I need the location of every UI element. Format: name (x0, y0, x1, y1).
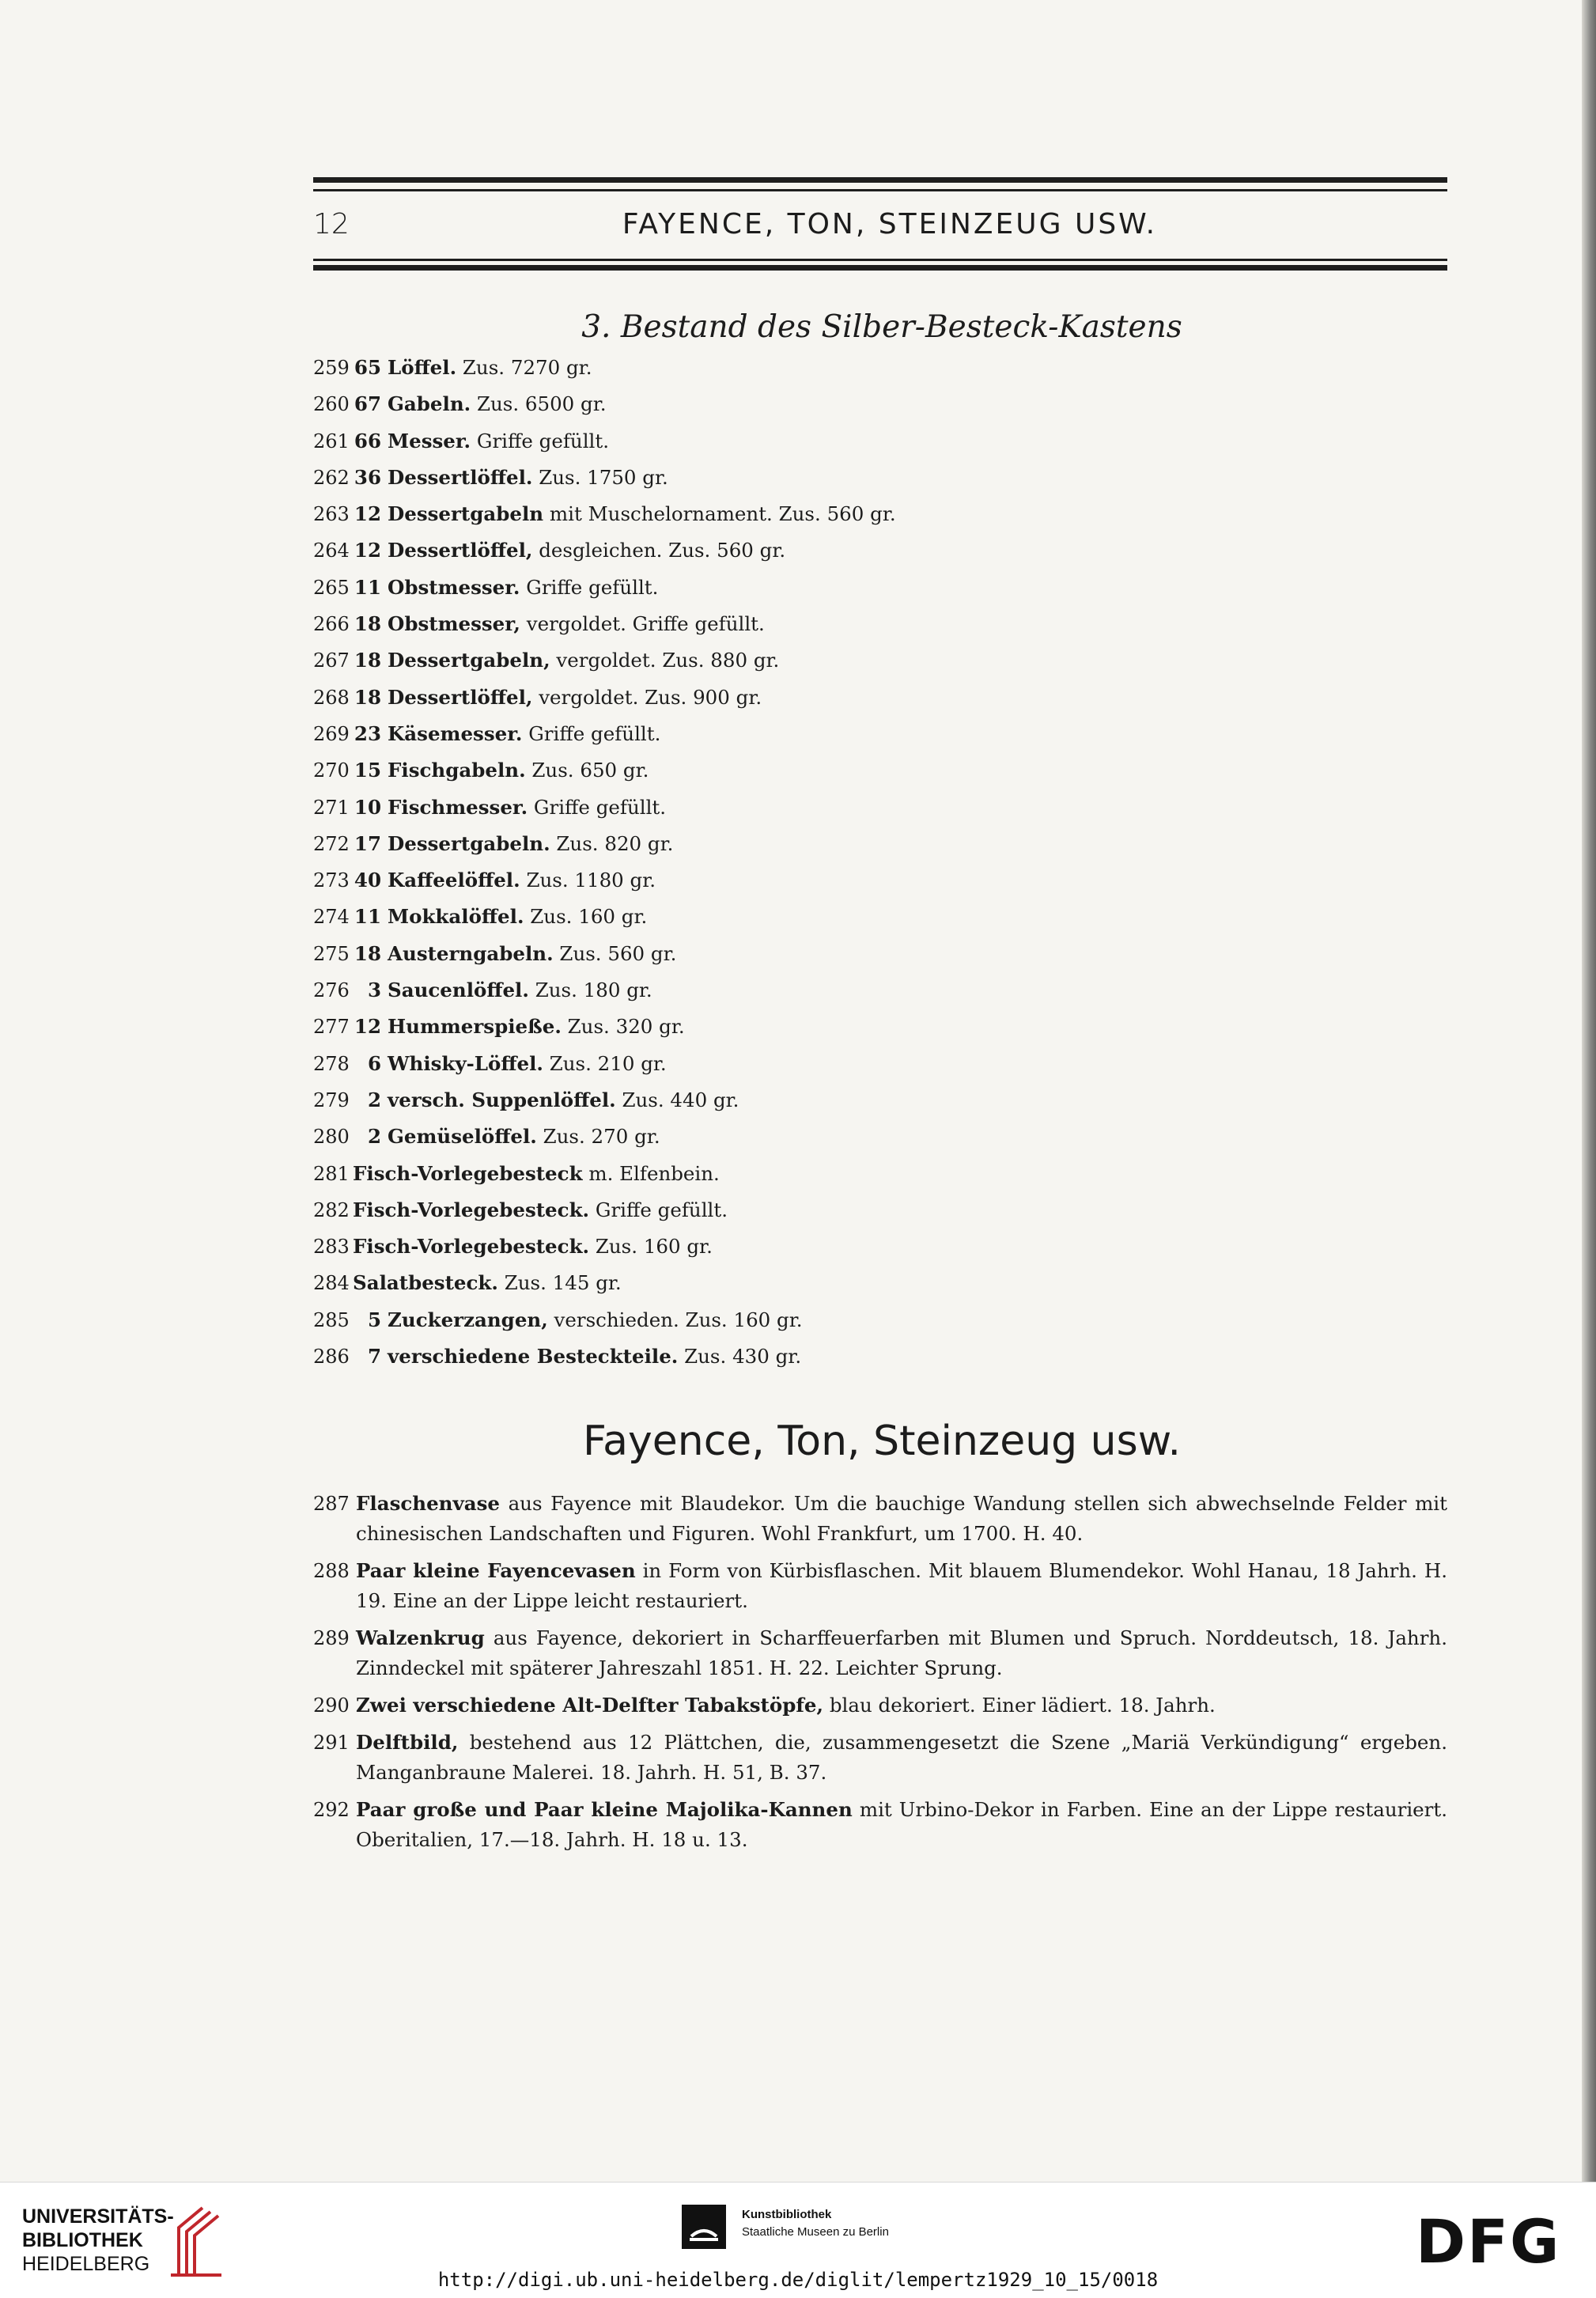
item-description: Griffe gefüllt. (528, 721, 661, 745)
lot-number: 279 (313, 1088, 350, 1111)
inventory-item (313, 642, 1420, 679)
item-description: vergoldet. Griffe gefüllt. (526, 612, 765, 636)
item-name: Delftbild, (356, 1731, 459, 1754)
inventory-item (313, 1009, 1420, 1045)
lot-number: 264 (313, 539, 350, 562)
kunstbibliothek-subtitle: Staatliche Museen zu Berlin (742, 2225, 889, 2239)
running-header: FAYENCE, TON, STEINZEUG USW. (622, 208, 1158, 240)
lot-number: 272 (313, 832, 350, 855)
kunstbibliothek-logo-icon[interactable] (682, 2205, 726, 2249)
header-rule-top-thin (313, 189, 1447, 191)
lot-number: 277 (313, 1016, 350, 1039)
quantity: 11 (354, 905, 381, 929)
item-name: Käsemesser. (388, 721, 523, 745)
item-name: verschiedene Besteckteile. (388, 1345, 679, 1369)
inventory-item (313, 1192, 1420, 1229)
kunstbibliothek-title: Kunstbibliothek (742, 2208, 832, 2221)
inventory-item (313, 496, 1420, 532)
lot-number: 273 (313, 869, 350, 892)
fayence-list (313, 1489, 1447, 1862)
item-description: verschieden. Zus. 160 gr. (554, 1308, 803, 1331)
lot-number: 291 (313, 1732, 350, 1754)
quantity: 12 (354, 539, 381, 562)
item-description: Griffe gefüllt. (526, 575, 659, 599)
item-description: Zus. 270 gr. (543, 1125, 660, 1149)
item-name: Obstmesser. (388, 575, 520, 599)
item-name: Mokkalöffel. (388, 905, 524, 929)
lot-number: 292 (313, 1799, 350, 1821)
item-description: Zus. 560 gr. (559, 941, 677, 965)
quantity: 15 (354, 759, 381, 782)
item-description: desgleichen. Zus. 560 gr. (539, 539, 786, 562)
item-name: Fischgabeln. (388, 759, 526, 782)
quantity: 18 (354, 941, 381, 965)
item-description: Zus. 1180 gr. (526, 869, 656, 892)
quantity: 10 (354, 795, 381, 819)
item-name: Salatbesteck. (353, 1271, 498, 1295)
item-description: Zus. 160 gr. (595, 1235, 713, 1259)
item-description: Griffe gefüllt. (595, 1198, 728, 1221)
lot-number: 263 (313, 503, 350, 526)
item-description: bestehend aus 12 Plättchen, die, zusammengesetzt die Szene „Mariä Verkündigung“ ergeben. Manganbraune Malerei. 18. Jahrh. H. 51, B. 37. (356, 1731, 1447, 1784)
inventory-item (313, 350, 1420, 386)
ub-line-1: UNIVERSITÄTS- (22, 2205, 174, 2228)
quantity: 2 (367, 1088, 381, 1111)
item-name: Messer. (388, 429, 471, 452)
item-name: Walzenkrug (356, 1626, 485, 1649)
catalog-entry (313, 1489, 1447, 1549)
inventory-item (313, 532, 1420, 569)
item-description: Zus. 820 gr. (556, 831, 674, 855)
inventory-item (313, 972, 1420, 1009)
item-description: Zus. 180 gr. (535, 979, 652, 1002)
catalog-entry (313, 1623, 1447, 1683)
item-description: blau dekoriert. Einer lädiert. 18. Jahrh. (829, 1694, 1216, 1717)
kunstbibliothek-text[interactable] (742, 2206, 889, 2241)
inventory-item (313, 460, 1420, 496)
catalog-entry (313, 1795, 1447, 1855)
lot-number: 285 (313, 1308, 350, 1331)
inventory-item (313, 826, 1420, 862)
item-description: vergoldet. Zus. 880 gr. (556, 649, 780, 672)
inventory-item (313, 936, 1420, 972)
item-name: Austerngabeln. (388, 941, 554, 965)
inventory-item (313, 789, 1420, 826)
inventory-item (313, 1229, 1420, 1265)
inventory-item (313, 1046, 1420, 1082)
page-edge-shadow (1582, 0, 1596, 2182)
quantity: 65 (354, 356, 381, 379)
lot-number: 288 (313, 1560, 350, 1582)
quantity: 18 (354, 649, 381, 672)
lot-number: 281 (313, 1162, 350, 1185)
item-name: Gemüselöffel. (388, 1125, 537, 1149)
lot-number: 261 (313, 430, 350, 452)
item-name: Dessertlöffel. (388, 465, 533, 489)
quantity: 6 (367, 1051, 381, 1075)
catalog-entry (313, 1556, 1447, 1616)
ub-line-3: HEIDELBERG (22, 2253, 150, 2275)
quantity: 3 (367, 979, 381, 1002)
quantity: 18 (354, 685, 381, 709)
quantity: 12 (354, 502, 381, 526)
lot-number: 284 (313, 1272, 350, 1295)
quantity: 12 (354, 1015, 381, 1039)
header-rule-bottom-thin (313, 259, 1447, 261)
item-description: Zus. 160 gr. (530, 905, 648, 929)
item-name: Dessertlöffel, (388, 685, 533, 709)
inventory-item (313, 680, 1420, 716)
item-description: Zus. 6500 gr. (476, 392, 607, 416)
lot-number: 275 (313, 942, 350, 965)
ub-logo-icon[interactable] (155, 2200, 226, 2279)
item-name: Fisch-Vorlegebesteck. (353, 1198, 590, 1221)
dfg-logo[interactable]: DFG (1416, 2206, 1561, 2277)
item-description: Griffe gefüllt. (533, 795, 667, 819)
lot-number: 274 (313, 906, 350, 929)
source-url-link[interactable]: http://digi.ub.uni-heidelberg.de/diglit/lempertz1929_10_15/0018 (437, 2269, 1159, 2291)
inventory-item (313, 1119, 1420, 1155)
inventory-list (313, 350, 1420, 1375)
quantity: 11 (354, 575, 381, 599)
catalog-entry (313, 1690, 1447, 1721)
item-name: Gabeln. (388, 392, 471, 416)
item-description: Zus. 1750 gr. (539, 465, 668, 489)
item-description: Zus. 7270 gr. (462, 356, 592, 379)
item-description: Zus. 440 gr. (622, 1088, 739, 1111)
lot-number: 278 (313, 1052, 350, 1075)
inventory-item (313, 1302, 1420, 1338)
item-description: aus Fayence, dekoriert in Scharffeuerfarben mit Blumen und Spruch. Norddeutsch, 18. Jahrh. Zinndeckel mit späterer Jahreszahl 1851. H. 22. Leichter Sprung. (356, 1626, 1447, 1679)
item-description: Zus. 145 gr. (504, 1271, 622, 1295)
inventory-item (313, 862, 1420, 899)
inventory-item (313, 1082, 1420, 1119)
quantity: 7 (367, 1345, 381, 1369)
item-name: Fisch-Vorlegebesteck (353, 1161, 583, 1185)
item-name: Dessertgabeln. (388, 831, 550, 855)
lot-number: 267 (313, 649, 350, 672)
item-name: Zwei verschiedene Alt-Delfter Tabakstöpfe, (356, 1694, 824, 1717)
inventory-item (313, 606, 1420, 642)
item-name: Dessertgabeln (388, 502, 544, 526)
lot-number: 283 (313, 1236, 350, 1259)
item-name: Dessertgabeln, (388, 649, 550, 672)
item-description: Zus. 650 gr. (531, 759, 649, 782)
lot-number: 271 (313, 796, 350, 819)
item-description: Griffe gefüllt. (476, 429, 610, 452)
item-description: mit Urbino-Dekor in Farben. Eine an der Lippe restauriert. Oberitalien, 17.—18. Jahrh. H. 18 u. 13. (356, 1798, 1448, 1851)
lot-number: 286 (313, 1346, 350, 1369)
section-heading: Fayence, Ton, Steinzeug usw. (582, 1418, 1182, 1465)
lot-number: 266 (313, 613, 350, 636)
lot-number: 260 (313, 393, 350, 416)
subsection-title: 3. Bestand des Silber-Besteck-Kastens (581, 309, 1182, 345)
lot-number: 259 (313, 357, 350, 379)
item-name: Saucenlöffel. (388, 979, 529, 1002)
item-description: Zus. 210 gr. (549, 1051, 667, 1075)
quantity: 40 (354, 869, 381, 892)
item-description: Zus. 430 gr. (684, 1345, 802, 1369)
item-name: Fischmesser. (388, 795, 528, 819)
inventory-item (313, 570, 1420, 606)
lot-number: 262 (313, 466, 350, 489)
footer-bar (0, 2182, 1596, 2298)
lot-number: 265 (313, 576, 350, 599)
item-name: Whisky-Löffel. (388, 1051, 543, 1075)
lot-number: 269 (313, 722, 350, 745)
item-name: Kaffeelöffel. (388, 869, 520, 892)
quantity: 5 (367, 1308, 381, 1331)
quantity: 36 (354, 465, 381, 489)
quantity: 18 (354, 612, 381, 636)
item-description: in Form von Kürbisflaschen. Mit blauem Blumendekor. Wohl Hanau, 18 Jahrh. H. 19. Eine an der Lippe leicht restauriert. (356, 1559, 1447, 1612)
item-description: m. Elfenbein. (588, 1161, 720, 1185)
item-description: mit Muschelornament. Zus. 560 gr. (549, 502, 896, 526)
lot-number: 282 (313, 1198, 350, 1221)
quantity: 23 (354, 721, 381, 745)
header-rule-bottom-thick (313, 265, 1447, 271)
quantity: 66 (354, 429, 381, 452)
inventory-item (313, 1265, 1420, 1301)
lot-number: 280 (313, 1126, 350, 1149)
item-description: aus Fayence mit Blaudekor. Um die bauchige Wandung stellen sich abwechselnde Felder mit chinesischen Landschaften und Figuren. Wohl Frankfurt, um 1700. H. 40. (356, 1492, 1447, 1545)
item-name: Löffel. (388, 356, 457, 379)
lot-number: 290 (313, 1694, 350, 1717)
item-name: Paar große und Paar kleine Majolika-Kannen (356, 1798, 853, 1821)
item-name: Fisch-Vorlegebesteck. (353, 1235, 590, 1259)
item-name: versch. Suppenlöffel. (388, 1088, 616, 1111)
catalog-entry (313, 1728, 1447, 1788)
inventory-item (313, 386, 1420, 422)
page-number: 12 (313, 208, 350, 240)
inventory-item (313, 716, 1420, 752)
lot-number: 270 (313, 759, 350, 782)
item-name: Hummerspieße. (388, 1015, 562, 1039)
inventory-item (313, 1156, 1420, 1192)
item-name: Obstmesser, (388, 612, 520, 636)
header-rule-top-thick (313, 177, 1447, 183)
item-description: vergoldet. Zus. 900 gr. (539, 685, 762, 709)
ub-line-2: BIBLIOTHEK (22, 2229, 143, 2251)
inventory-item (313, 899, 1420, 935)
lot-number: 289 (313, 1627, 350, 1649)
inventory-item (313, 1338, 1420, 1375)
item-name: Dessertlöffel, (388, 539, 533, 562)
quantity: 67 (354, 392, 381, 416)
item-name: Flaschenvase (356, 1492, 500, 1515)
lot-number: 276 (313, 979, 350, 1002)
item-name: Paar kleine Fayencevasen (356, 1559, 636, 1582)
quantity: 17 (354, 831, 381, 855)
lot-number: 287 (313, 1493, 350, 1515)
item-description: Zus. 320 gr. (567, 1015, 685, 1039)
ub-logo-text[interactable] (22, 2205, 174, 2276)
quantity: 2 (367, 1125, 381, 1149)
inventory-item (313, 752, 1420, 789)
lot-number: 268 (313, 686, 350, 709)
inventory-item (313, 423, 1420, 460)
item-name: Zuckerzangen, (388, 1308, 548, 1331)
